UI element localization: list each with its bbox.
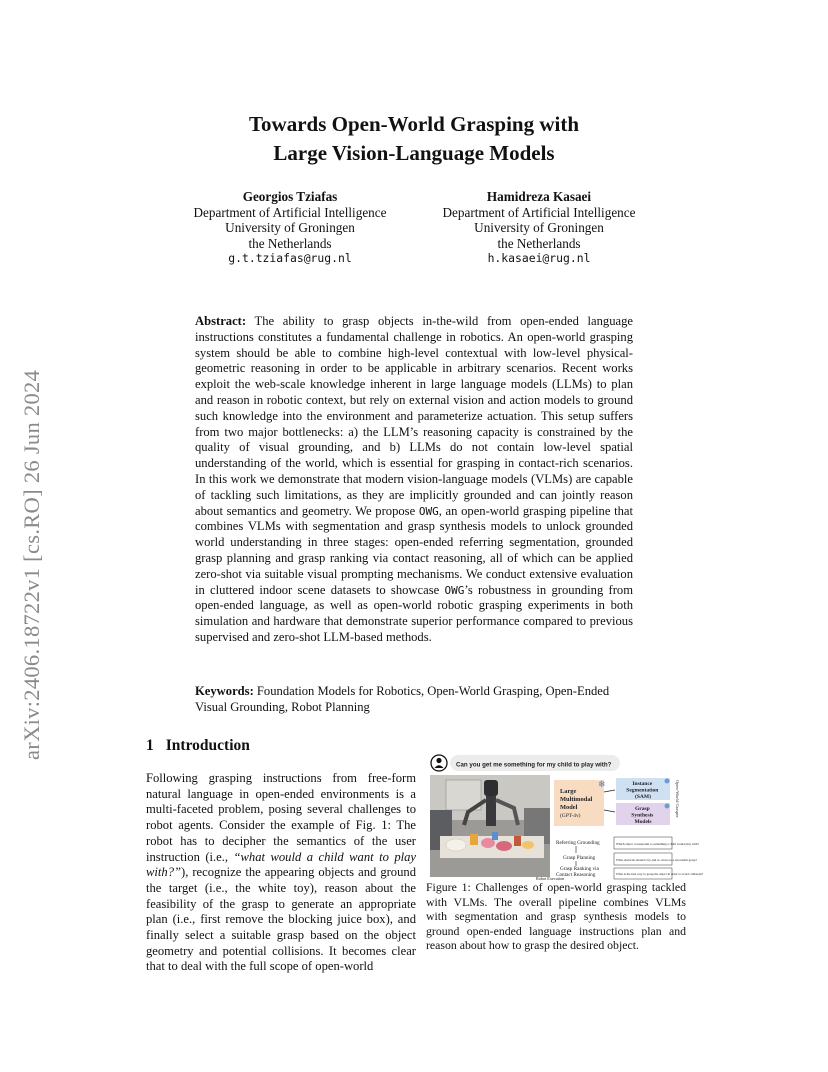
author-email[interactable]: g.t.tziafas@rug.nl — [228, 251, 352, 265]
llm-box — [554, 780, 604, 826]
keywords-label: Keywords: — [195, 684, 254, 698]
note-text: What obstacles should I try and re- move to a successful grasp? — [616, 858, 697, 862]
section-heading — [146, 737, 250, 755]
juice-box — [470, 834, 478, 845]
author-dept: Department of Artificial Intelligence — [442, 204, 636, 220]
author-name: Georgios Tziafas — [242, 189, 338, 204]
stage-label: Referring Grounding — [556, 840, 600, 846]
author-block-2 — [414, 189, 664, 267]
user-icon-head — [436, 758, 441, 763]
intro-text-2: ), recognize the appearing objects and ground the target (i.e., the white toy), reason about the feasibility of the grasp to generate an appropriate plan (i.e., first remove the blocking juice box), and finally select a suitable grasp based on the object geometry and potential collisions. It becomes clear that to deal with the full scope of open-world — [146, 865, 416, 974]
abstract-text-2: , an open-world grasping pipeline that combines VLMs with segmentation and grasp synthesis models to unlock grounded world understanding in three stages: open-ended referring segmentation, grounded grasp planning and grasp ranking via contact reasoning, all of which can be applied zero-shot via suitable visual prompting mechanisms. We conduct extensive evaluation in cluttered indoor scene datasets to showcase — [195, 503, 633, 597]
question-text: Can you get me something for my child to play with? — [456, 761, 612, 769]
title-line-2: Large Vision-Language Models — [273, 141, 555, 165]
abstract — [195, 314, 633, 646]
model-dot-icon — [665, 779, 670, 784]
white-toy — [446, 839, 466, 851]
snowflake-icon: ❄ — [598, 779, 606, 789]
side-label: Open-World Grasper — [675, 780, 680, 818]
intro-quote: “what would a child want to play with?” — [146, 849, 416, 880]
keywords-text: Foundation Models for Robotics, Open-World Grasping, Open-Ended Visual Grounding, Robot Planning — [195, 684, 610, 714]
author-univ: University of Groningen — [474, 220, 604, 235]
section-title: Introduction — [165, 737, 250, 754]
note-text: What is the best way to grasp the object in order to avoid collisions? — [616, 872, 704, 876]
svg-text:Grasp Synthesis Mo: Grasp Synthesis Models — [631, 806, 654, 825]
section-number: 1 — [146, 737, 154, 754]
intro-text-1: Following grasping instructions from free-form natural language in open-ended environments is a multi-faceted problem, posing several challenges to robot agents. Consider the example of Fig. 1: The robot has to decipher the semantics of the user instruction (i.e., — [146, 771, 416, 864]
paper-title — [150, 110, 678, 168]
intro-paragraph — [146, 771, 416, 975]
figure-caption: Figure 1: Challenges of open-world grasping tackled with VLMs. The overall pipeline combines VLMs with segmentation and grasp synthesis models to ground open-ended language instructions plan and reason about how to grasp the desired object. — [426, 880, 686, 953]
author-country: the Netherlands — [248, 235, 332, 251]
author-email[interactable]: h.kasaei@rug.nl — [487, 251, 591, 265]
abstract-text-3: ’s robustness in grounding from open-ended language, as well as open-world robotic grasping experiments in both simulation and hardware that demonstrate superior performance compared to previous supervised and zero-shot LLM-based methods. — [195, 582, 633, 644]
robot-exec-label: Robot Execution — [536, 876, 565, 881]
author-univ: University of Groningen — [225, 220, 355, 235]
stage-label: Grasp Planning — [563, 855, 596, 861]
figure-1 — [426, 750, 704, 881]
arrow — [604, 810, 615, 812]
svg-text:Large Multimodal M: Large Multimodal Model — [560, 788, 593, 811]
keywords — [195, 684, 633, 716]
stage-label: Grasp Ranking via — [560, 866, 599, 872]
author-name: Hamidreza Kasaei — [486, 189, 592, 204]
owg-name: OWG — [444, 583, 465, 597]
model-dot-icon — [665, 804, 670, 809]
owg-name: OWG — [418, 504, 439, 518]
svg-text:(GPT-4v): (GPT-4v) — [560, 813, 581, 819]
author-block-1 — [165, 189, 415, 267]
robot-body — [486, 796, 496, 826]
stage-label: Contact Reasoning — [556, 872, 596, 878]
title-line-1: Towards Open-World Grasping with — [248, 112, 580, 136]
robot-head — [484, 780, 498, 796]
arrow — [604, 790, 615, 792]
abstract-label: Abstract: — [195, 314, 247, 328]
svg-text:Instance Segmentation: Instance Segmentation (SAM) — [626, 781, 659, 800]
author-dept: Department of Artificial Intelligence — [193, 204, 387, 220]
arxiv-stamp: arXiv:2406.18722v1 [cs.RO] 26 Jun 2024 — [19, 369, 44, 760]
abstract-text-1: The ability to grasp objects in-the-wild from open-ended language instructions constitutes a fundamental challenge in robotics. An open-world grasping system should be able to combine high-level contextual with low-level physical-geometric reasoning in order to be applicable in arbitrary scenarios. Recent works exploit the web-scale knowledge inherent in large language models (LLMs) to plan and reason in robotic context, but rely on external vision and action models to ground such knowledge into the environment and parameterize actuation. This setup suffers from two major bottlenecks: a) the LLM’s reasoning capacity is constrained by the quality of visual grounding, and b) LLMs do not contain low-level spatial understanding of the world, which is essential for grasping in contact-rich scenarios. In this work we demonstrate that modern vision-language models (VLMs) are capable of tackling such limitations, as they are implicitly grounded and can jointly reason about semantics and geometry. We propose — [195, 314, 633, 518]
note-text: Which object corresponds to something a child would play with? — [616, 842, 699, 846]
author-country: the Netherlands — [497, 235, 581, 251]
